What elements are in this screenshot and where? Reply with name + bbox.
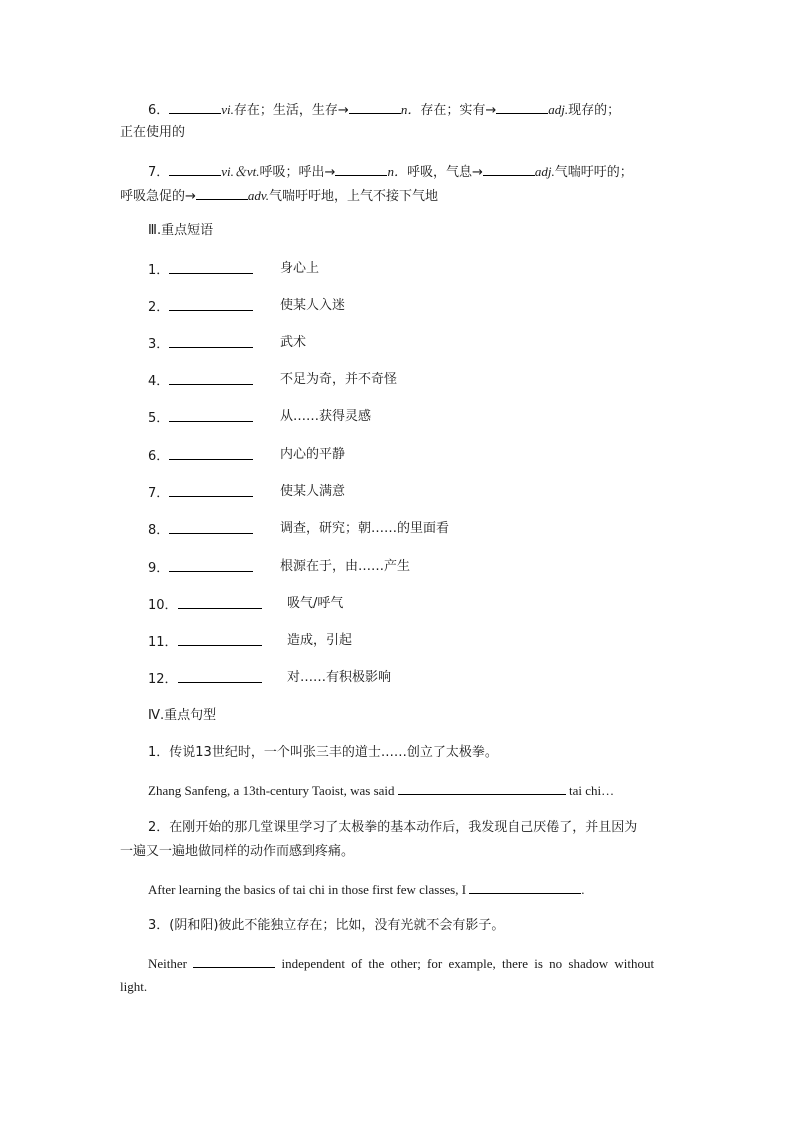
sentence-text: . xyxy=(581,882,585,897)
vocab-item-6 xyxy=(148,100,708,120)
phrase-item xyxy=(148,334,708,354)
answer-blank[interactable] xyxy=(169,297,253,311)
sentence-3-english xyxy=(148,954,708,973)
sentence-2-chinese-continued: 一遍又一遍地做同样的动作而感到疼痛。 xyxy=(120,844,355,859)
sentence-text: Zhang Sanfeng, a 13th-century Taoist, was said xyxy=(148,783,395,798)
vocab-item-7-continued xyxy=(120,186,680,206)
sentence-3-chinese: 3．(阴和阳)彼此不能独立存在；比如，没有光就不会有影子。 xyxy=(148,918,505,933)
phrase-item xyxy=(148,297,708,317)
answer-blank[interactable] xyxy=(169,260,253,274)
answer-blank[interactable] xyxy=(169,162,221,176)
phrase-item xyxy=(148,408,708,428)
answer-blank[interactable] xyxy=(169,100,221,114)
phrase-meaning: 不足为奇，并不奇怪 xyxy=(280,372,398,387)
answer-blank[interactable] xyxy=(469,880,581,894)
sentence-text: After learning the basics of tai chi in those first few classes, I xyxy=(148,882,467,897)
answer-blank[interactable] xyxy=(335,162,387,176)
meaning: 存在；实有→ xyxy=(420,103,497,118)
answer-blank[interactable] xyxy=(169,408,253,422)
answer-blank[interactable] xyxy=(169,558,253,572)
pos-label: n． xyxy=(387,164,407,179)
sentence-2-chinese: 2．在刚开始的那几堂课里学习了太极拳的基本动作后，我发现自己厌倦了，并且因为 xyxy=(148,820,638,835)
sentence-text: Neither xyxy=(148,956,187,971)
section-heading-sentences: Ⅳ.重点句型 xyxy=(148,708,217,723)
phrase-meaning: 内心的平静 xyxy=(280,447,346,462)
meaning: 呼吸，气息→ xyxy=(406,165,483,180)
item-number: 5． xyxy=(148,411,170,426)
item-number: 3． xyxy=(148,337,170,352)
meaning: 呼吸；呼出→ xyxy=(259,165,336,180)
phrase-meaning: 吸气/呼气 xyxy=(287,596,344,611)
answer-blank[interactable] xyxy=(169,483,253,497)
phrase-meaning: 造成，引起 xyxy=(287,633,353,648)
meaning: 气喘吁吁地，上气不接下气地 xyxy=(268,189,438,204)
answer-blank[interactable] xyxy=(169,334,253,348)
answer-blank[interactable] xyxy=(398,781,566,795)
item-number: 9． xyxy=(148,561,170,576)
answer-blank[interactable] xyxy=(178,632,262,646)
phrase-meaning: 武术 xyxy=(280,335,307,350)
sentence-text: tai chi… xyxy=(569,783,615,798)
answer-blank[interactable] xyxy=(349,100,401,114)
item-number: 2． xyxy=(148,300,170,315)
phrase-item xyxy=(148,446,708,466)
pos-label: vi.＆vt. xyxy=(221,164,260,179)
item-number: 1． xyxy=(148,263,170,278)
sentence-3-english-continued: light. xyxy=(120,979,148,994)
pos-label: n． xyxy=(400,102,421,117)
phrase-meaning: 使某人入迷 xyxy=(280,298,346,313)
phrase-item xyxy=(148,558,708,578)
pos-label: adv. xyxy=(247,188,269,203)
item-number: 10． xyxy=(148,598,178,613)
item-number: 6． xyxy=(148,103,170,118)
item-number: 8． xyxy=(148,523,170,538)
meaning: 呼吸急促的→ xyxy=(120,189,196,204)
item-number: 7． xyxy=(148,486,170,501)
pos-label: adj. xyxy=(534,164,555,179)
phrase-item xyxy=(148,595,708,615)
phrase-meaning: 使某人满意 xyxy=(280,484,346,499)
phrase-meaning: 根源在于，由……产生 xyxy=(280,559,411,574)
answer-blank[interactable] xyxy=(496,100,548,114)
phrase-meaning: 从……获得灵感 xyxy=(280,409,372,424)
phrase-meaning: 对……有积极影响 xyxy=(287,670,392,685)
answer-blank[interactable] xyxy=(178,595,262,609)
answer-blank[interactable] xyxy=(196,186,248,200)
phrase-meaning: 调查，研究；朝……的里面看 xyxy=(280,521,450,536)
section-heading-phrases: Ⅲ.重点短语 xyxy=(148,223,214,238)
item-number: 4． xyxy=(148,374,170,389)
phrase-item xyxy=(148,483,708,503)
meaning: 存在；生活，生存→ xyxy=(233,103,349,118)
phrase-item xyxy=(148,632,708,652)
item-number: 7． xyxy=(148,165,170,180)
phrase-item xyxy=(148,371,708,391)
sentence-1-chinese: 1．传说13世纪时，一个叫张三丰的道士……创立了太极拳。 xyxy=(148,745,498,760)
answer-blank[interactable] xyxy=(178,669,262,683)
answer-blank[interactable] xyxy=(169,371,253,385)
pos-label: adj. xyxy=(548,102,569,117)
phrase-item xyxy=(148,669,708,689)
phrase-item xyxy=(148,260,708,280)
phrase-item xyxy=(148,520,708,540)
answer-blank[interactable] xyxy=(483,162,535,176)
answer-blank[interactable] xyxy=(193,954,275,968)
answer-blank[interactable] xyxy=(169,446,253,460)
item-number: 12． xyxy=(148,672,178,687)
meaning: 现存的； xyxy=(568,103,621,118)
vocab-item-7 xyxy=(148,162,708,182)
phrase-meaning: 身心上 xyxy=(280,261,320,276)
item-number: 11． xyxy=(148,635,178,650)
sentence-text: independent of the other; for example, there is no shadow without xyxy=(281,956,655,971)
meaning: 气喘吁吁的； xyxy=(554,165,633,180)
sentence-1-english xyxy=(148,781,708,800)
pos-label: vi. xyxy=(221,102,234,117)
vocab-item-6-continued xyxy=(120,124,680,142)
answer-blank[interactable] xyxy=(169,520,253,534)
sentence-2-english xyxy=(148,880,708,899)
item-number: 6． xyxy=(148,449,170,464)
meaning: 正在使用的 xyxy=(120,125,186,140)
